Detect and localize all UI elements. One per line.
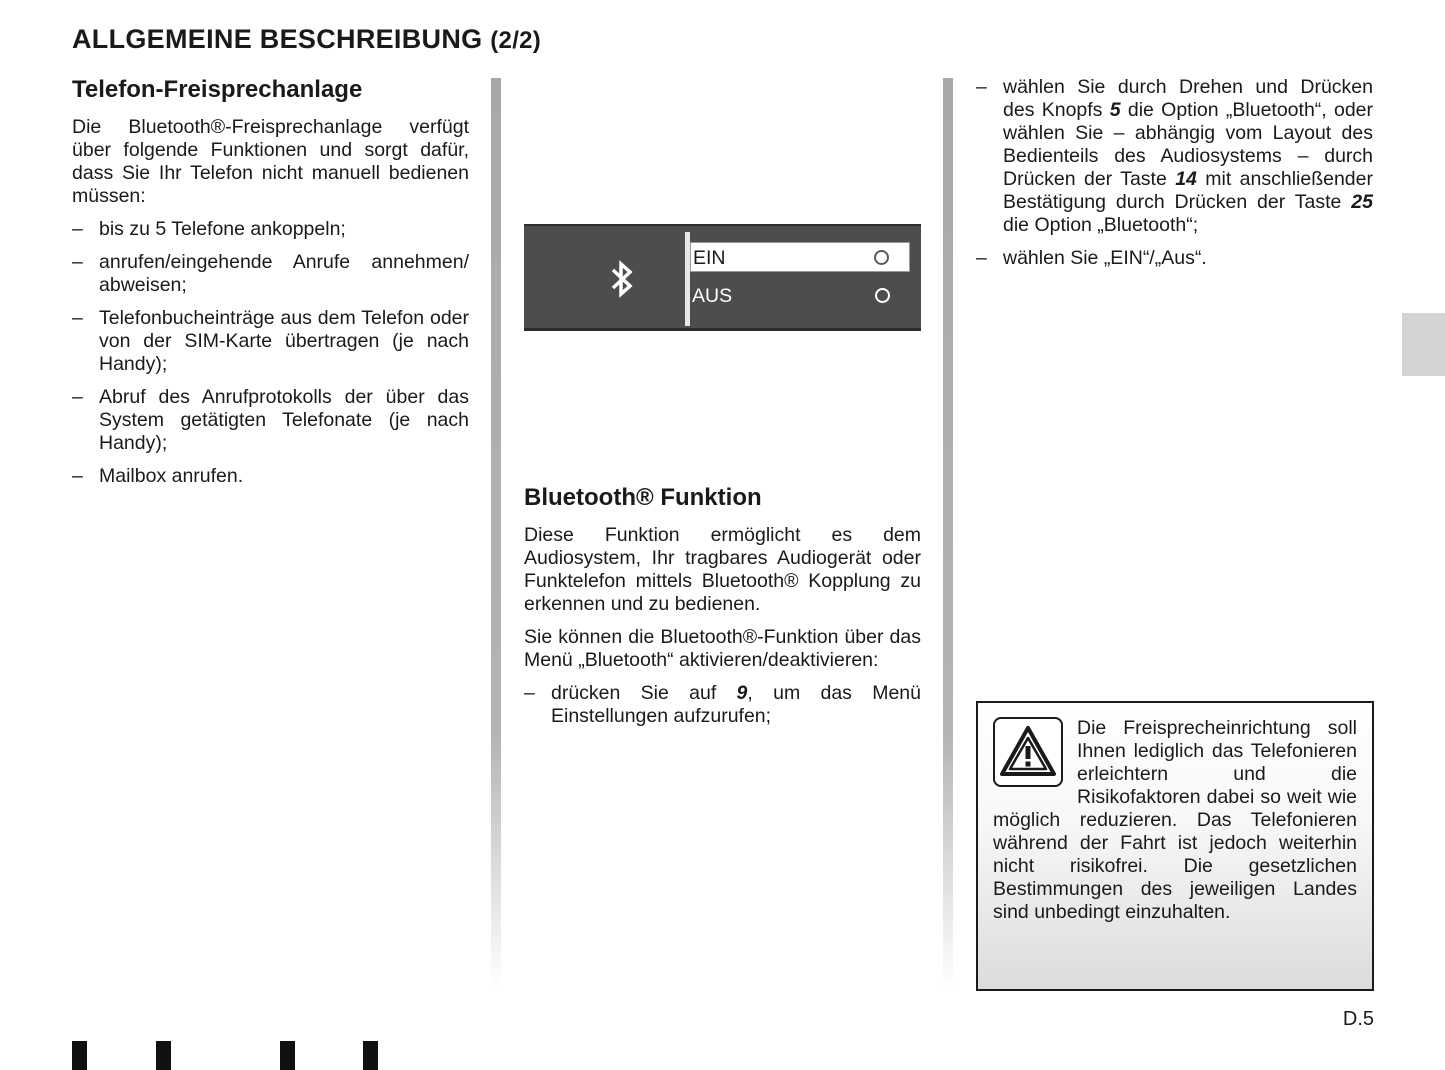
column-divider-left <box>491 78 501 988</box>
crop-mark <box>72 1041 87 1070</box>
list-item: – wählen Sie „EIN“/„Aus“. <box>976 247 1373 270</box>
warning-box <box>976 701 1374 991</box>
text-fragment: , um das Menü Einstellungen aufzurufen; <box>551 682 922 727</box>
text-fragment: die Option „Bluetooth“; <box>1003 214 1199 236</box>
column-divider-right <box>943 78 953 988</box>
chapter-tab-marker <box>1402 313 1445 376</box>
text-fragment: wählen Sie durch Drehen und Drücken des Knopfs <box>1003 76 1373 121</box>
option-ein[interactable] <box>690 242 910 272</box>
page-title-subtitle: (2/2) <box>490 27 542 54</box>
instruction-list <box>524 682 921 728</box>
section-heading-telefon: Telefon-Freisprechanlage <box>72 76 363 103</box>
list-item: – anrufen/eingehende Anrufe annehmen/ abweisen; <box>72 251 469 297</box>
bluetooth-menu-screen <box>524 224 921 331</box>
text-fragment: drücken Sie auf <box>551 682 737 704</box>
paragraph: Diese Funktion ermöglicht es dem Audiosystem, Ihr tragbares Audiogerät oder Funktelefon mittels Bluetooth® Kopplung zu erkennen und zu bedienen. <box>524 524 921 615</box>
list-item: – Abruf des Anrufprotokolls der über das System getätigten Telefonate (je nach Handy); <box>72 386 469 455</box>
crop-mark <box>280 1041 295 1070</box>
column-bluetooth-funktion <box>524 484 921 738</box>
key-number: 5 <box>1109 99 1121 121</box>
list-item <box>524 682 921 728</box>
radio-aus-icon[interactable] <box>875 288 890 303</box>
warning-text: Die Freisprecheinrichtung soll Ihnen lediglich das Telefonieren erleichtern und die Risikofaktoren dabei so weit wie möglich reduzieren. Das Telefonieren während der Fahrt ist jedoch weiterhin nicht risikofrei. Die gesetzlichen Bestimmungen des jeweiligen Landes sind unbedingt einzuhalten. <box>993 717 1357 923</box>
warning-triangle-icon <box>993 717 1063 787</box>
text-fragment: mit anschließender Bestätigung durch Drücken der Taste <box>1003 168 1373 213</box>
bluetooth-icon <box>608 259 636 299</box>
key-number: 14 <box>1175 168 1197 190</box>
key-number: 25 <box>1351 191 1373 213</box>
option-aus[interactable] <box>690 281 910 311</box>
radio-ein-icon[interactable] <box>874 250 889 265</box>
key-number: 9 <box>736 682 748 704</box>
page-title-text: ALLGEMEINE BESCHREIBUNG <box>72 24 483 54</box>
feature-list <box>72 218 469 488</box>
list-item: – bis zu 5 Telefone ankoppeln; <box>72 218 469 241</box>
option-aus-label: AUS <box>692 285 733 307</box>
column-telefon-freisprechanlage <box>72 76 469 498</box>
text-fragment: die Option „Bluetooth“, oder wählen Sie – abhängig vom Layout des Bedienteils des Audiosystems – durch Drücken der Taste <box>1003 99 1374 190</box>
option-ein-label: EIN <box>693 247 726 269</box>
crop-mark <box>156 1041 171 1070</box>
section-heading-bluetooth: Bluetooth® Funktion <box>524 484 762 511</box>
column-instructions <box>976 76 1373 280</box>
list-item: – Mailbox anrufen. <box>72 465 469 488</box>
list-item <box>976 76 1373 237</box>
intro-paragraph: Die Bluetooth®-Freisprechanlage verfügt über folgende Funktionen und sorgt dafür, dass Sie Ihr Telefon nicht manuell bedienen müssen: <box>72 116 469 207</box>
instruction-list-continued <box>976 76 1373 270</box>
page-title <box>72 24 541 55</box>
crop-mark <box>363 1041 378 1070</box>
list-item: – Telefonbucheinträge aus dem Telefon oder von der SIM-Karte übertragen (je nach Handy); <box>72 307 469 376</box>
page-number: D.5 <box>1342 1008 1374 1030</box>
paragraph: Sie können die Bluetooth®-Funktion über das Menü „Bluetooth“ aktivieren/deaktivieren: <box>524 626 921 671</box>
